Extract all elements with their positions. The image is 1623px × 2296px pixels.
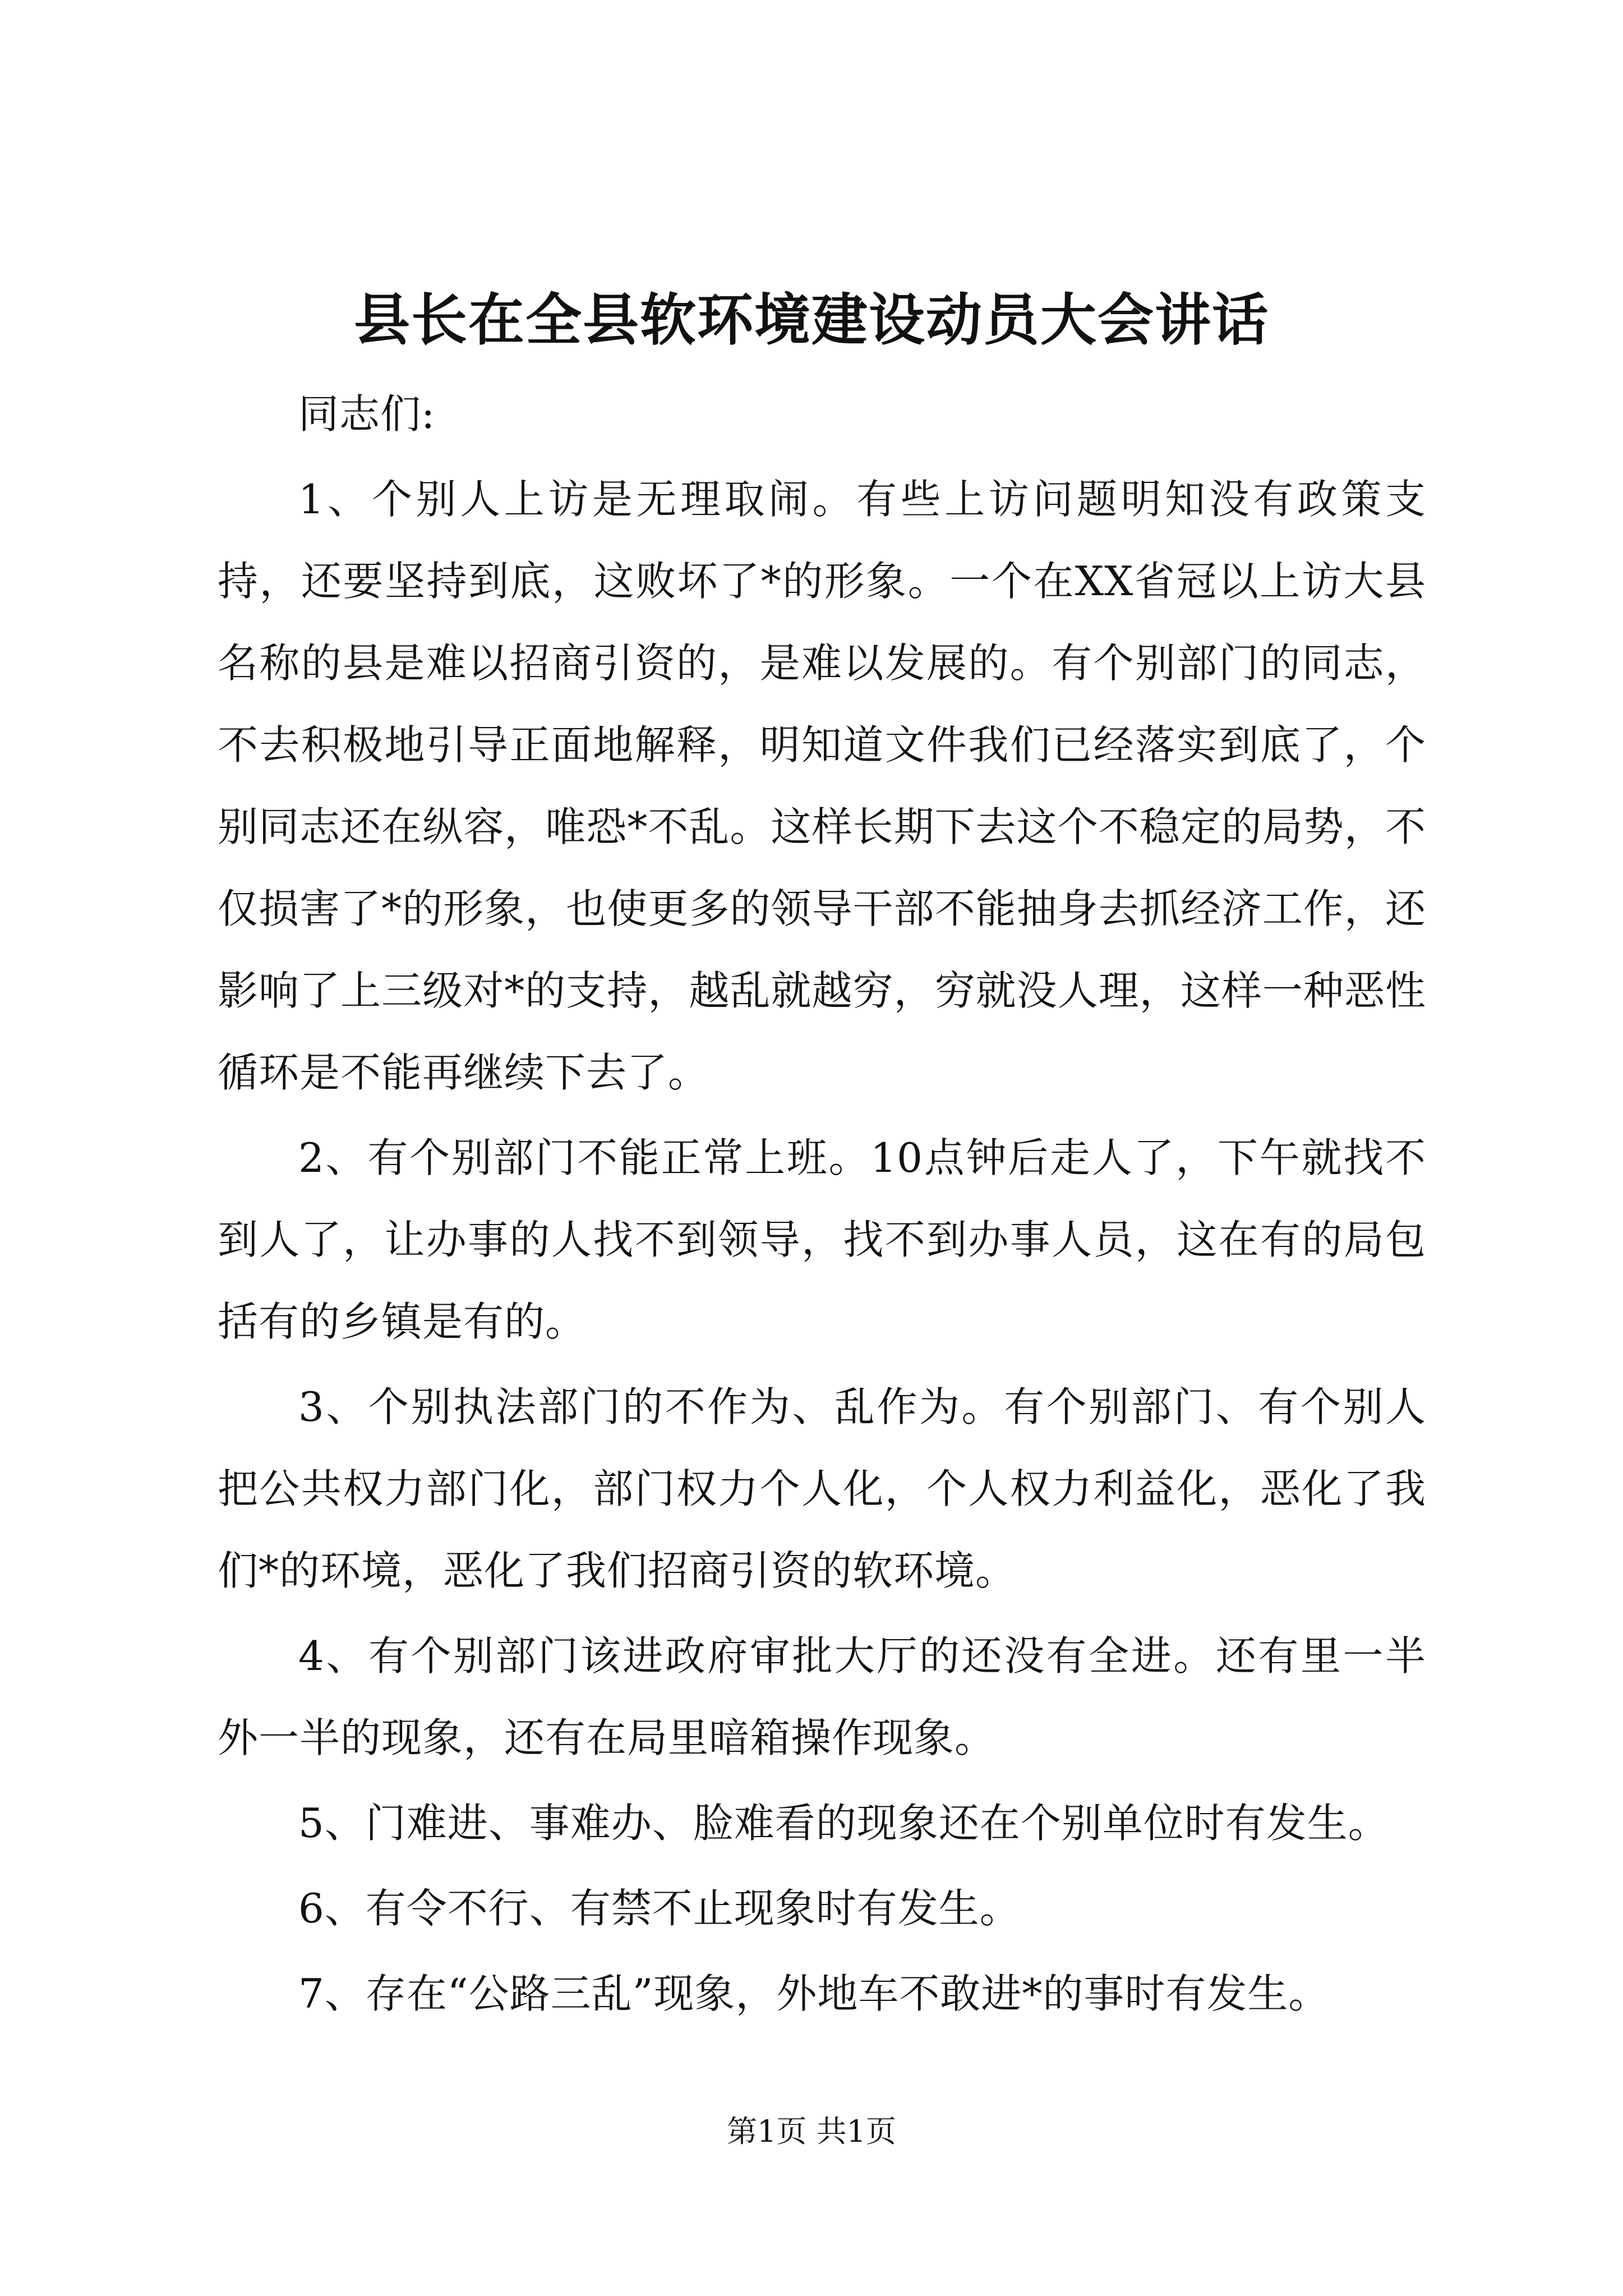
paragraph-6: 6、有令不行、有禁不止现象时有发生。 (298, 1885, 1021, 1932)
paragraph-2: 2、有个别部门不能正常上班。10点钟后走人了，下午就找不到人了，让办事的人找不到领导，找不到办事人员，这在有的局包括有的乡镇是有的。 (218, 1134, 1426, 1345)
paragraph-7: 7、存在“公路三乱”现象，外地车不敢进*的事时有发生。 (298, 1970, 1330, 2017)
page-number-footer: 第1页 共1页 (727, 2114, 896, 2149)
document-body (218, 373, 1426, 2035)
paragraph-3: 3、个别执法部门的不作为、乱作为。有个别部门、有个别人把公共权力部门化，部门权力个人化，个人权力利益化，恶化了我们*的环境，恶化了我们招商引资的软环境。 (218, 1383, 1426, 1594)
paragraph-4: 4、有个别部门该进政府审批大厅的还没有全进。还有里一半外一半的现象，还有在局里暗箱操作现象。 (218, 1632, 1426, 1761)
document-title: 县长在全县软环境建设动员大会讲话 (354, 287, 1269, 353)
paragraph-5: 5、门难进、事难办、脸难看的现象还在个别单位时有发生。 (298, 1800, 1389, 1847)
salutation: 同志们: (298, 390, 436, 438)
paragraph-1: 1、个别人上访是无理取闹。有些上访问题明知没有政策支持，还要坚持到底，这败坏了*的形象。一个在XX省冠以上访大县名称的县是难以招商引资的，是难以发展的。有个别部门的同志，不去积极地引导正面地解释，明知道文件我们已经落实到底了，个别同志还在纵容，唯恐*不乱。这样长期下去这个不稳定的局势，不仅损害了*的形象，也使更多的领导干部不能抽身去抓经济工作，还影响了上三级对*的支持，越乱就越穷，穷就没人理，这样一种恶性循环是不能再继续下去了。 (218, 476, 1426, 1096)
